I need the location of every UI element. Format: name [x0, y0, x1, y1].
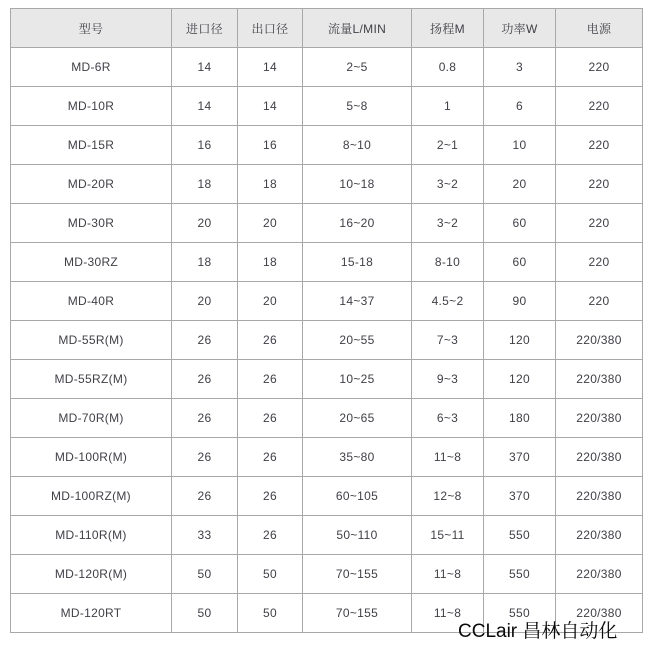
cell-power-w: 60	[484, 204, 556, 243]
cell-power-w: 550	[484, 594, 556, 633]
cell-inlet-diameter: 20	[172, 282, 238, 321]
cell-outlet-diameter: 50	[238, 555, 303, 594]
cell-power-w: 550	[484, 516, 556, 555]
cell-inlet-diameter: 26	[172, 399, 238, 438]
cell-inlet-diameter: 33	[172, 516, 238, 555]
cell-voltage: 220/380	[556, 477, 643, 516]
cell-power-w: 20	[484, 165, 556, 204]
cell-head-m: 15~11	[412, 516, 484, 555]
cell-power-w: 180	[484, 399, 556, 438]
cell-outlet-diameter: 14	[238, 48, 303, 87]
cell-outlet-diameter: 18	[238, 165, 303, 204]
table-row	[11, 594, 643, 633]
cell-power-w: 120	[484, 321, 556, 360]
cell-inlet-diameter: 26	[172, 438, 238, 477]
cell-model: MD-120R(M)	[11, 555, 172, 594]
cell-head-m: 7~3	[412, 321, 484, 360]
cell-model: MD-20R	[11, 165, 172, 204]
cell-inlet-diameter: 26	[172, 360, 238, 399]
cell-outlet-diameter: 26	[238, 399, 303, 438]
table-row	[11, 321, 643, 360]
cell-head-m: 3~2	[412, 204, 484, 243]
cell-outlet-diameter: 26	[238, 321, 303, 360]
cell-model: MD-30RZ	[11, 243, 172, 282]
column-header-inlet-diameter: 进口径	[172, 9, 238, 48]
cell-power-w: 370	[484, 438, 556, 477]
cell-inlet-diameter: 18	[172, 165, 238, 204]
cell-voltage: 220/380	[556, 360, 643, 399]
cell-flow-l-min: 8~10	[303, 126, 412, 165]
table-row	[11, 48, 643, 87]
cell-head-m: 8-10	[412, 243, 484, 282]
cell-model: MD-15R	[11, 126, 172, 165]
table-header	[11, 9, 643, 48]
cell-flow-l-min: 2~5	[303, 48, 412, 87]
cell-flow-l-min: 20~55	[303, 321, 412, 360]
cell-inlet-diameter: 26	[172, 477, 238, 516]
cell-power-w: 3	[484, 48, 556, 87]
cell-model: MD-30R	[11, 204, 172, 243]
cell-power-w: 10	[484, 126, 556, 165]
watermark-logo: CCLair 昌林自动化	[458, 621, 618, 642]
cell-power-w: 550	[484, 555, 556, 594]
column-header-model: 型号	[11, 9, 172, 48]
cell-model: MD-6R	[11, 48, 172, 87]
cell-voltage: 220/380	[556, 516, 643, 555]
cell-inlet-diameter: 16	[172, 126, 238, 165]
cell-inlet-diameter: 14	[172, 87, 238, 126]
cell-flow-l-min: 10~18	[303, 165, 412, 204]
cell-power-w: 6	[484, 87, 556, 126]
table-row	[11, 204, 643, 243]
cell-flow-l-min: 10~25	[303, 360, 412, 399]
cell-head-m: 12~8	[412, 477, 484, 516]
cell-voltage: 220/380	[556, 594, 643, 633]
table-row	[11, 438, 643, 477]
cell-voltage: 220	[556, 165, 643, 204]
table-row	[11, 126, 643, 165]
cell-model: MD-100R(M)	[11, 438, 172, 477]
cell-inlet-diameter: 50	[172, 594, 238, 633]
cell-flow-l-min: 5~8	[303, 87, 412, 126]
cell-voltage: 220	[556, 204, 643, 243]
cell-power-w: 60	[484, 243, 556, 282]
cell-head-m: 3~2	[412, 165, 484, 204]
cell-flow-l-min: 35~80	[303, 438, 412, 477]
cell-outlet-diameter: 26	[238, 438, 303, 477]
cell-voltage: 220/380	[556, 438, 643, 477]
table-row	[11, 243, 643, 282]
cell-inlet-diameter: 14	[172, 48, 238, 87]
cell-voltage: 220/380	[556, 555, 643, 594]
cell-flow-l-min: 14~37	[303, 282, 412, 321]
cell-flow-l-min: 60~105	[303, 477, 412, 516]
column-header-flow-l-min: 流量L/MIN	[303, 9, 412, 48]
cell-power-w: 370	[484, 477, 556, 516]
cell-voltage: 220	[556, 243, 643, 282]
cell-outlet-diameter: 20	[238, 282, 303, 321]
cell-head-m: 1	[412, 87, 484, 126]
table-row	[11, 516, 643, 555]
column-header-outlet-diameter: 出口径	[238, 9, 303, 48]
pump-spec-table	[10, 8, 643, 633]
cell-outlet-diameter: 20	[238, 204, 303, 243]
column-header-power-w: 功率W	[484, 9, 556, 48]
cell-head-m: 11~8	[412, 594, 484, 633]
cell-head-m: 2~1	[412, 126, 484, 165]
cell-head-m: 9~3	[412, 360, 484, 399]
cell-model: MD-55R(M)	[11, 321, 172, 360]
cell-outlet-diameter: 26	[238, 516, 303, 555]
table-row	[11, 282, 643, 321]
cell-voltage: 220	[556, 87, 643, 126]
cell-outlet-diameter: 14	[238, 87, 303, 126]
cell-model: MD-120RT	[11, 594, 172, 633]
cell-voltage: 220/380	[556, 399, 643, 438]
cell-power-w: 90	[484, 282, 556, 321]
cell-model: MD-55RZ(M)	[11, 360, 172, 399]
cell-model: MD-40R	[11, 282, 172, 321]
cell-model: MD-70R(M)	[11, 399, 172, 438]
cell-outlet-diameter: 50	[238, 594, 303, 633]
table-row	[11, 399, 643, 438]
column-header-head-m: 扬程M	[412, 9, 484, 48]
cell-inlet-diameter: 18	[172, 243, 238, 282]
cell-inlet-diameter: 50	[172, 555, 238, 594]
table-row	[11, 360, 643, 399]
cell-flow-l-min: 15-18	[303, 243, 412, 282]
cell-outlet-diameter: 18	[238, 243, 303, 282]
cell-flow-l-min: 20~65	[303, 399, 412, 438]
cell-voltage: 220/380	[556, 321, 643, 360]
cell-inlet-diameter: 26	[172, 321, 238, 360]
cell-flow-l-min: 70~155	[303, 594, 412, 633]
cell-outlet-diameter: 26	[238, 477, 303, 516]
cell-voltage: 220	[556, 282, 643, 321]
cell-voltage: 220	[556, 48, 643, 87]
table-row	[11, 477, 643, 516]
cell-inlet-diameter: 20	[172, 204, 238, 243]
cell-flow-l-min: 50~110	[303, 516, 412, 555]
cell-outlet-diameter: 26	[238, 360, 303, 399]
cell-flow-l-min: 70~155	[303, 555, 412, 594]
cell-head-m: 6~3	[412, 399, 484, 438]
table-row	[11, 165, 643, 204]
column-header-voltage: 电源	[556, 9, 643, 48]
cell-head-m: 0.8	[412, 48, 484, 87]
cell-model: MD-10R	[11, 87, 172, 126]
header-row	[11, 9, 643, 48]
table-row	[11, 555, 643, 594]
cell-model: MD-100RZ(M)	[11, 477, 172, 516]
cell-voltage: 220	[556, 126, 643, 165]
cell-outlet-diameter: 16	[238, 126, 303, 165]
table-body	[11, 48, 643, 633]
table-row	[11, 87, 643, 126]
cell-head-m: 4.5~2	[412, 282, 484, 321]
cell-flow-l-min: 16~20	[303, 204, 412, 243]
cell-head-m: 11~8	[412, 555, 484, 594]
cell-head-m: 11~8	[412, 438, 484, 477]
cell-power-w: 120	[484, 360, 556, 399]
cell-model: MD-110R(M)	[11, 516, 172, 555]
